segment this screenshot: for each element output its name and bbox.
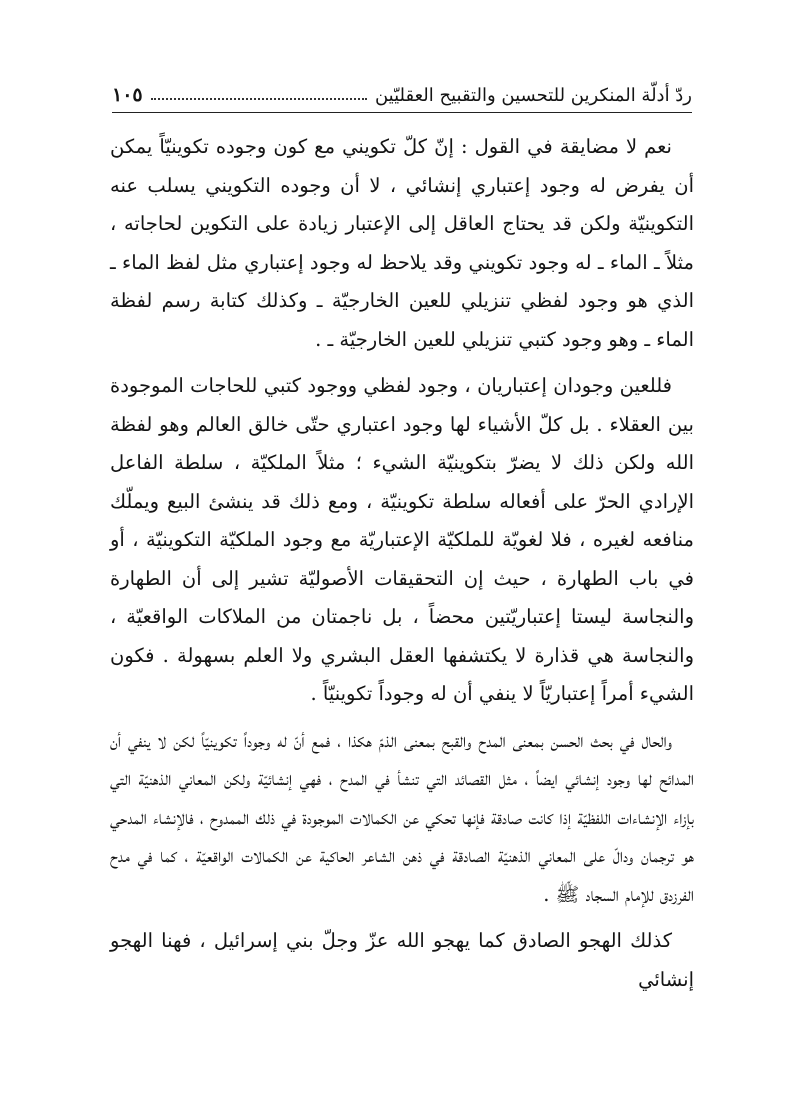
- paragraph-4: كذلك الهجو الصادق كما يهجو الله عزّ وجلّ بني إسرائيل ، فهنا الهجو إنشائي: [110, 929, 694, 991]
- running-title: ردّ أدلّة المنكرين للتحسين والتقبيح العقليّين: [374, 84, 692, 106]
- paragraph-2: فللعين وجودان إعتباريان ، وجود لفظي ووجود كتبي للحاجات الموجودة بين العقلاء . بل كلّ الأشياء لها وجود اعتباري حتّى خالق العالم وهو لفظة الله ولكن ذلك لا يضرّ بتكوينيّة الشيء ؛ مثلاً الملكيّة ، سلطة الفاعل الإرادي الحرّ على أفعاله سلطة تكوينيّة ، ومع ذلك قد ينشئ البيع ويملّك منافعه لغيره ، فلا لغويّة للملكيّة الإعتباريّة مع وجود الملكيّة التكوينيّة ، أو في باب الطهارة ، حيث إن التحقيقات الأصوليّة تشير إلى أن الطهارة والنجاسة ليستا إعتباريّتين محضاً ، بل ناجمتان من الملاكات الواقعيّة ، والنجاسة هي قذارة لا يكتشفها العقل البشري ولا العلم بسهولة . فكون الشيء أمراً إعتباريّاً لا ينفي أن له وجوداً تكوينيّاً .: [110, 374, 694, 705]
- page-header: [112, 78, 692, 113]
- paragraph-3: والحال في بحث الحسن بمعنى المدح والقبح بمعنى الذمّ هكذا ، فمع أنّ له وجوداً تكوينيّاً لكن لا ينفي أن المدائح لها وجود إنشائي ايضاً ، مثل القصائد التي تنشأ في المدح ، فهي إنشائيّة ولكن المعاني الذهنيّة التي بإزاء الإنشاءات اللفظيّة إذا كانت صادقة فإنها تحكي عن الكمالات الموجودة في ذلك الممدوح ، فالإنشاء المدحي هو ترجمان ودالّ على المعاني الذهنيّة الصادقة في ذهن الشاعر الحاكية عن الكمالات الواقعيّة ، كما في مدح الفرزدق للإمام السجاد ﷺ .: [110, 728, 694, 906]
- leader-dots: [151, 98, 367, 100]
- body-text: [110, 128, 694, 999]
- paragraph-1: نعم لا مضايقة في القول : إنّ كلّ تكويني مع كون وجوده تكوينيّاً يمكن أن يفرض له وجود إعتباري إنشائي ، لا أن وجوده التكويني يسلب عنه التكوينيّة ولكن قد يحتاج العاقل إلى الإعتبار زيادة على التكوين لحاجاته ، مثلاً ـ الماء ـ له وجود تكويني وقد يلاحظ له وجود إعتباري مثل لفظ الماء ـ الذي هو وجود لفظي تنزيلي للعين الخارجيّة ـ وكذلك كتابة رسم لفظة الماء ـ وهو وجود كتبي تنزيلي للعين الخارجيّة ـ .: [110, 135, 694, 351]
- page-number: ١٠٥: [112, 84, 143, 106]
